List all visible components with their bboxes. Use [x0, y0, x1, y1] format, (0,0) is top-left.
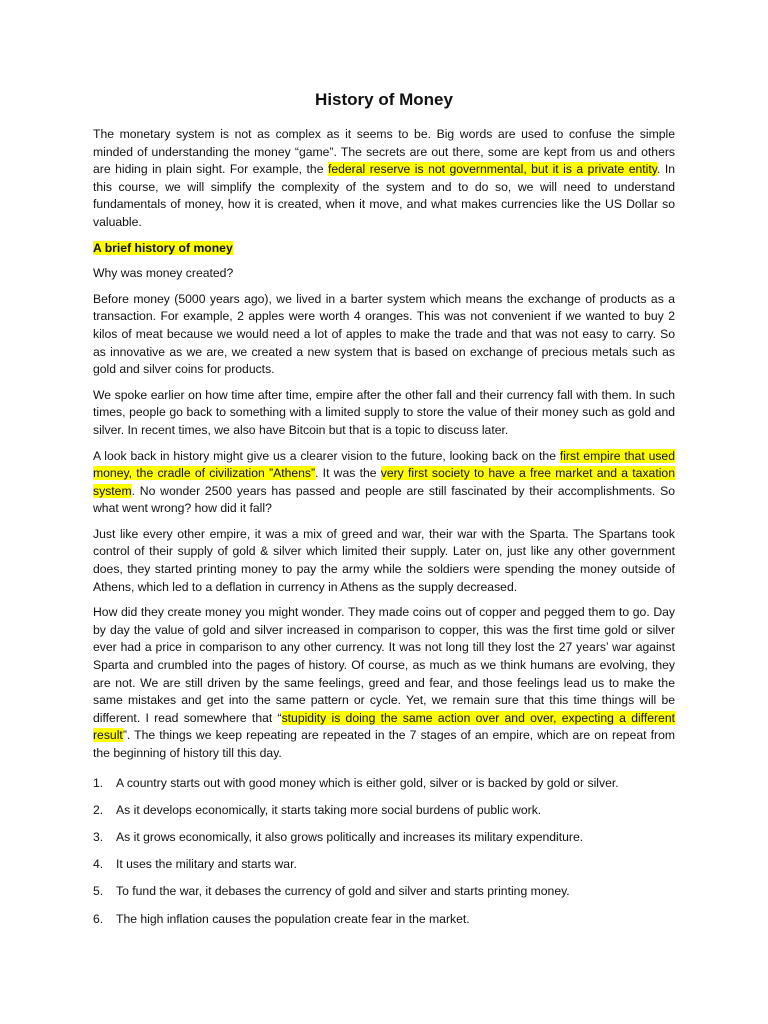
- list-item-number: 6.: [93, 911, 104, 926]
- list-item: [93, 775, 675, 793]
- list-item-text: A country starts out with good money which is either gold, silver or is backed by gold or silver.: [116, 775, 619, 790]
- highlight-free-market: very first society to have a free market and a taxation system: [93, 466, 675, 498]
- section-heading-wrapper: [93, 240, 675, 258]
- list-item-number: 1.: [93, 775, 104, 790]
- highlight-federal-reserve: federal reserve is not governmental, but it is a private entity: [327, 162, 657, 177]
- list-item: [93, 883, 675, 901]
- barter-paragraph: Before money (5000 years ago), we lived in a barter system which means the exchange of products as a transaction. For example, 2 apples were worth 4 oranges. This was not convenient if we wanted to buy 2 kilos of meat because we would need a lot of apples to make the trade and that was not easy to carry. So as innovative as we are, we created a new system that is based on exchange of precious metals such as gold and silver coins for products.: [93, 291, 675, 377]
- document-title: History of Money: [315, 90, 453, 109]
- list-item-text: As it grows economically, it also grows politically and increases its military expenditure.: [116, 829, 584, 844]
- empire-paragraph: We spoke earlier on how time after time, empire after the other fall and their currency fall with them. In such times, people go back to something with a limited supply to store the value of their money such as gold and silver. In recent times, we also have Bitcoin but that is a topic to discuss later.: [93, 387, 675, 437]
- list-item: [93, 911, 675, 929]
- athens-text-3: . No wonder 2500 years has passed and people are still fascinated by their accomplishments. So what went wrong? how did it fall?: [93, 483, 675, 516]
- sparta-paragraph: Just like every other empire, it was a mix of greed and war, their war with the Sparta. The Spartans took control of their supply of gold & silver which limited their supply. Later on, just like any other government does, they started printing money to pay the army while the soldiers were spending the money outside of Athens, which led to a deflation in currency in Athens as the supply decreased.: [93, 526, 675, 594]
- list-item: [93, 829, 675, 847]
- intro-text-1: The monetary system is not as complex as it seems to be. Big words are used to confuse the simple minded of understanding the money “game”. The secrets are out there, some are kept from us and others are hiding in plain sight. For example, the: [93, 127, 675, 177]
- list-item-number: 3.: [93, 829, 104, 844]
- empire-stages-list: [93, 775, 675, 929]
- list-item-number: 2.: [93, 802, 104, 817]
- athens-text-1: A look back in history might give us a clearer vision to the future, looking back on the: [93, 448, 560, 463]
- list-item-text: As it develops economically, it starts taking more social burdens of public work.: [116, 802, 542, 817]
- intro-paragraph: [93, 126, 675, 232]
- highlight-stupidity-quote: stupidity is doing the same action over and over, expecting a different result: [93, 710, 676, 743]
- list-item: [93, 802, 675, 820]
- copper-text-1: How did they create money you might wonder. They made coins out of copper and pegged them to go. Day by day the value of gold and silver increased in comparison to copper, this was the first time gold or silver ever had a price in comparison to any other currency. It was not long till they lost the 27 years’ war against Sparta and crumbled into the pages of history. Of course, as much as we think humans are evolving, they are not. We are still driven by the same feelings, greed and fear, and those feelings lead us to make the same mistakes and get into the same pattern or cycle. Yet, we remain sure that this time things will be different. I read somewhere that “: [93, 605, 675, 725]
- copper-text-2: ”. The things we keep repeating are repeated in the 7 stages of an empire, which are on repeat from the beginning of history till this day.: [93, 728, 675, 760]
- list-item-number: 5.: [93, 884, 104, 899]
- intro-text-2: . In this course, we will simplify the complexity of the system and to do so, we will need to understand fundamentals of money, how it is created, when it move, and what makes currencies like the US Dollar so valuable.: [93, 162, 675, 229]
- copper-paragraph: [93, 604, 675, 762]
- question-paragraph: Why was money created?: [93, 266, 234, 281]
- section-heading: A brief history of money: [93, 240, 233, 255]
- list-item-text: To fund the war, it debases the currency of gold and silver and starts printing money.: [116, 884, 570, 899]
- list-item: [93, 856, 675, 874]
- list-item-number: 4.: [93, 857, 104, 872]
- athens-text-2: . It was the: [315, 466, 381, 481]
- list-item-text: It uses the military and starts war.: [116, 857, 297, 872]
- document-page: [93, 86, 675, 938]
- highlight-athens: first empire that used money, the cradle of civilization ”Athens”: [93, 448, 675, 481]
- list-item-text: The high inflation causes the population create fear in the market.: [116, 911, 470, 926]
- athens-paragraph: [93, 448, 675, 518]
